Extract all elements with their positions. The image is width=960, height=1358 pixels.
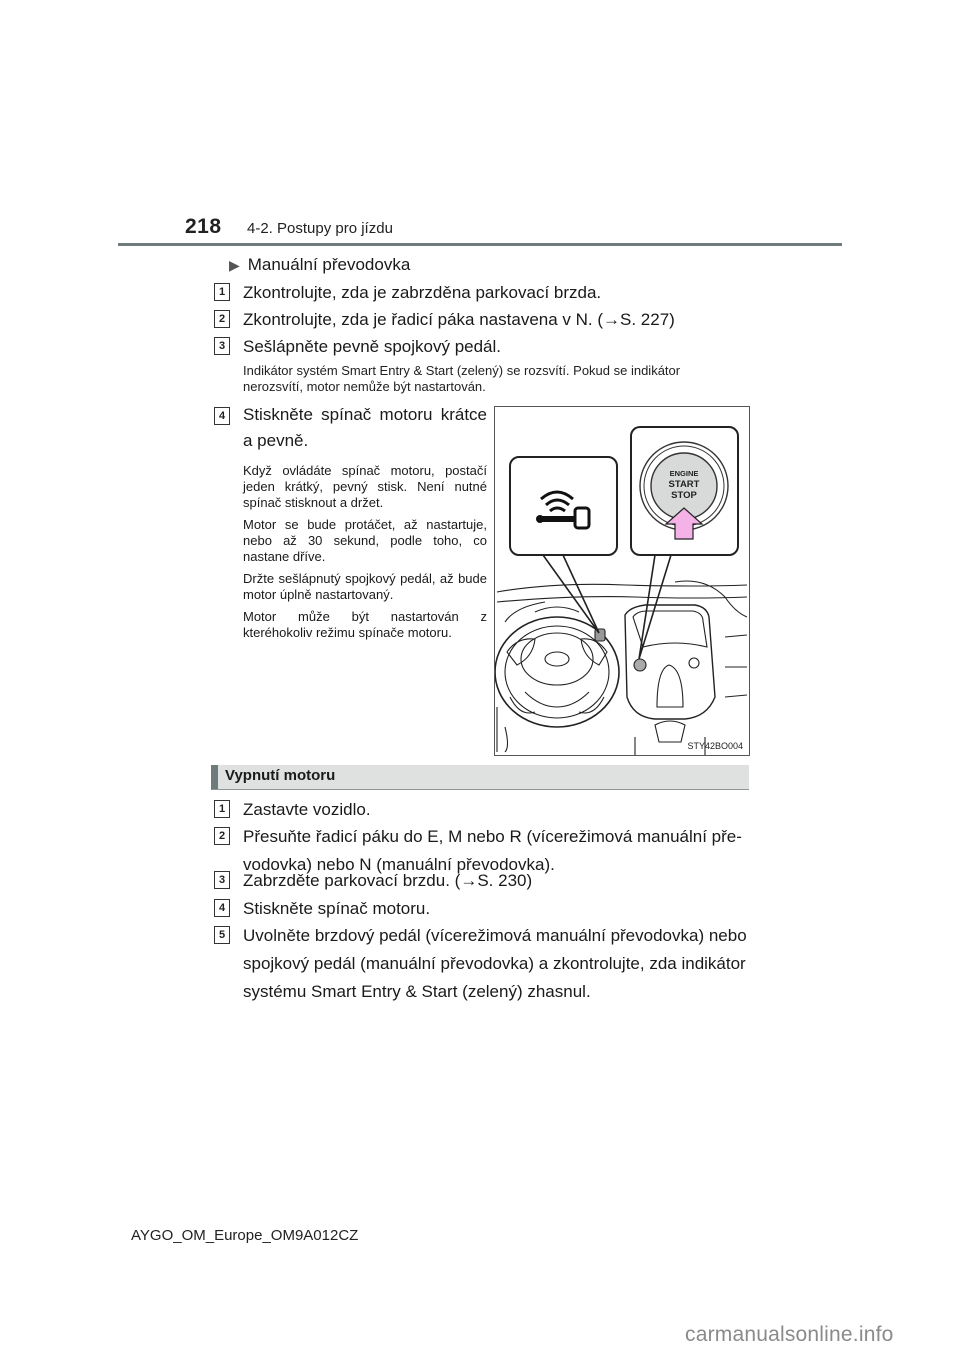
step-note: Držte sešlápnutý spojkový pedál, až bude motor úplně nastartovaný. xyxy=(243,571,487,602)
step-text: Zkontrolujte, zda je řadicí páka nastavena v N. (→S. 227) xyxy=(243,310,675,329)
step-number-badge: 4 xyxy=(214,899,230,917)
step-note xyxy=(243,363,680,395)
subheading-manual-transmission xyxy=(229,255,410,275)
step-number-badge: 3 xyxy=(214,871,230,889)
section-title: 4-2. Postupy pro jízdu xyxy=(247,220,393,237)
section-header-stop-engine xyxy=(211,765,749,790)
step-number-badge: 5 xyxy=(214,926,230,944)
document-id: AYGO_OM_Europe_OM9A012CZ xyxy=(131,1227,359,1244)
callout-smart-key xyxy=(510,457,617,555)
step-text: Zastavte vozidlo. xyxy=(243,800,371,819)
step-number-badge: 2 xyxy=(214,310,230,328)
header-rule xyxy=(118,243,842,246)
figure-code: STY42BO004 xyxy=(687,741,743,751)
step-note: Když ovládáte spínač motoru, postačí jeden krátký, pevný stisk. Není nutné spínač stisknout a držet. xyxy=(243,463,487,510)
step-line: Přesuňte řadicí páku do E, M nebo R (vícerežimová manuální pře- xyxy=(243,827,742,846)
step-text: Sešlápněte pevně spojkový pedál. xyxy=(243,337,502,356)
dashboard-illustration xyxy=(494,406,750,756)
step-text: Zkontrolujte, zda je zabrzděna parkovací brzda. xyxy=(243,283,602,302)
page-number: 218 xyxy=(185,215,222,238)
watermark-link[interactable]: carmanualsonline.info xyxy=(685,1323,894,1346)
note-line: Indikátor systém Smart Entry & Start (zelený) se rozsvítí. Pokud se indikátor xyxy=(243,363,681,378)
step-line: systému Smart Entry & Start (zelený) zhasnul. xyxy=(243,982,591,1001)
button-label-start: START xyxy=(668,479,700,490)
step-note: Motor může být nastartován z kteréhokoliv režimu spínače motoru. xyxy=(243,609,487,640)
step-number-badge: 2 xyxy=(214,827,230,845)
note-line: nerozsvítí, motor nemůže být nastartován. xyxy=(243,379,486,394)
step-number-badge: 1 xyxy=(214,800,230,818)
step-note: Motor se bude protáčet, až nastartuje, nebo až 30 sekund, podle toho, co nastane dříve. xyxy=(243,517,487,564)
step-number-badge: 3 xyxy=(214,337,230,355)
step-number-badge: 4 xyxy=(214,407,230,425)
button-label-engine: ENGINE xyxy=(669,469,699,478)
button-label-stop: STOP xyxy=(671,490,697,501)
step-text: Stiskněte spínač motoru krátce a pevně. xyxy=(243,405,487,450)
callout-engine-button xyxy=(631,427,738,555)
step-line: vodovka) nebo N (manuální převodovka). xyxy=(243,855,555,874)
step-line: Uvolněte brzdový pedál (vícerežimová manuální převodovka) nebo xyxy=(243,926,747,945)
step-text xyxy=(243,923,747,1004)
dashboard-drawing xyxy=(495,407,749,755)
step-text: Zabrzděte parkovací brzdu. (→S. 230) xyxy=(243,871,533,890)
step-text: Stiskněte spínač motoru. xyxy=(243,899,431,918)
subheading-text: Manuální převodovka xyxy=(247,255,411,274)
section-header-title: Vypnutí motoru xyxy=(225,767,336,784)
triangle-bullet-icon: ▶ xyxy=(229,257,240,273)
step-line: spojkový pedál (manuální převodovka) a zkontrolujte, zda indikátor xyxy=(243,954,746,973)
step4-column xyxy=(243,402,487,647)
step-number-badge: 1 xyxy=(214,283,230,301)
section-header-bar xyxy=(211,765,218,789)
